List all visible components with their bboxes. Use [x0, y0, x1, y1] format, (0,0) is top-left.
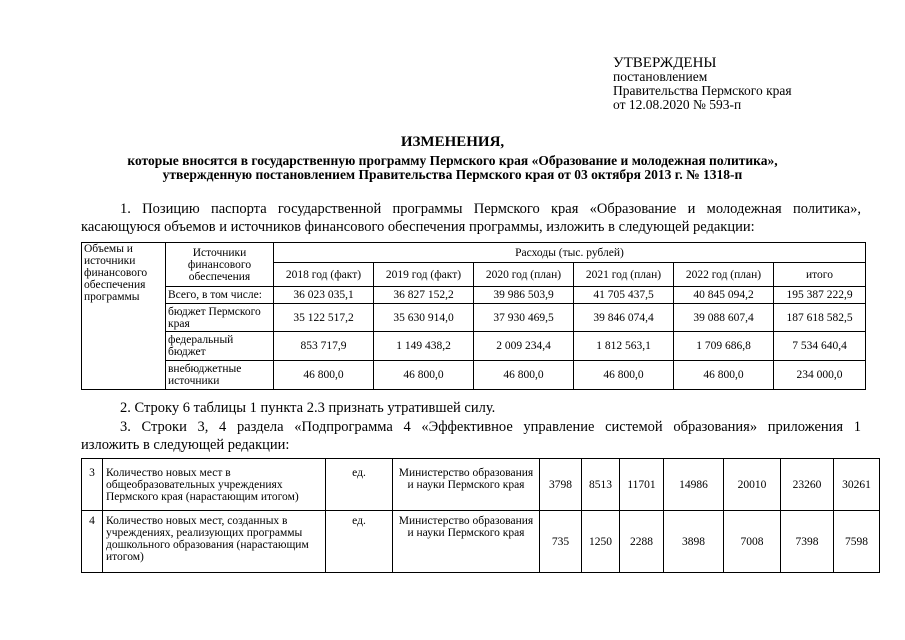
table-row — [82, 511, 880, 573]
table1-cell: 40 845 094,2 — [674, 287, 774, 304]
table2-cell: 30261 — [834, 459, 880, 511]
table1-row-label: федеральный бюджет — [166, 332, 274, 361]
table2-indicator-name: Количество новых мест в общеобразовательных учреждениях Пермского края (нарастающим итогом) — [103, 459, 326, 511]
table2-cell: 3798 — [540, 459, 582, 511]
table2-cell: 3898 — [664, 511, 724, 573]
table1-cell: 35 122 517,2 — [274, 304, 374, 332]
table1-cell: 46 800,0 — [574, 361, 674, 390]
table1-cell: 2 009 234,4 — [474, 332, 574, 361]
table1-cell: 1 812 563,1 — [574, 332, 674, 361]
table1-cell: 39 088 607,4 — [674, 304, 774, 332]
table2-cell: 7398 — [781, 511, 834, 573]
table1-year-header: 2020 год (план) — [474, 263, 574, 287]
table1-cell: 46 800,0 — [374, 361, 474, 390]
table2-cell: 2288 — [620, 511, 664, 573]
paragraph-item1-cont: касающуюся объемов и источников финансового обеспечения программы, изложить в следующей редакции: — [81, 219, 755, 235]
table2-cell: 1250 — [582, 511, 620, 573]
table1-cell: 187 618 582,5 — [774, 304, 866, 332]
table2-indicator-name: Количество новых мест, созданных в учреждениях, реализующих программы дошкольного образования (нарастающим итогом) — [103, 511, 326, 573]
approved-heading: УТВЕРЖДЕНЫ — [613, 55, 717, 71]
approved-line: от 12.08.2020 № 593-п — [613, 97, 742, 112]
table2-cell: 7008 — [724, 511, 781, 573]
table1-cell: 36 827 152,2 — [374, 287, 474, 304]
table1-cell: 35 630 914,0 — [374, 304, 474, 332]
table-row — [82, 459, 880, 511]
table1-year-header: 2021 год (план) — [574, 263, 674, 287]
table2-unit: ед. — [326, 511, 393, 573]
table2-organization: Министерство образования и науки Пермского края — [393, 511, 540, 573]
table2-cell: 735 — [540, 511, 582, 573]
table1-cell: 46 800,0 — [674, 361, 774, 390]
table2-cell: 11701 — [620, 459, 664, 511]
approved-line: постановлением — [613, 69, 708, 84]
table-row — [82, 332, 866, 361]
table2-unit: ед. — [326, 459, 393, 511]
table1-cell: 853 717,9 — [274, 332, 374, 361]
paragraph-item3-cont: изложить в следующей редакции: — [81, 437, 290, 453]
table2-row-number: 3 — [82, 459, 103, 511]
table1-col1-header: Объемы и источники финансового обеспечения программы — [82, 243, 166, 390]
table2-cell: 14986 — [664, 459, 724, 511]
approved-line: Правительства Пермского края — [613, 83, 792, 98]
paragraph-item3: 3. Строки 3, 4 раздела «Подпрограмма 4 «Эффективное управление системой образования» приложения 1 — [120, 419, 861, 435]
table2-cell: 20010 — [724, 459, 781, 511]
table1-col2-header: Источники финансового обеспечения — [166, 243, 274, 287]
table1-cell: 1 149 438,2 — [374, 332, 474, 361]
table2-row-number: 4 — [82, 511, 103, 573]
table1-cell: 36 023 035,1 — [274, 287, 374, 304]
table1-row-label: внебюджетные источники — [166, 361, 274, 390]
paragraph-item1: 1. Позицию паспорта государственной программы Пермского края «Образование и молодежная политика», — [120, 201, 861, 217]
table1-row-label: Всего, в том числе: — [166, 287, 274, 304]
table1-cell: 39 846 074,4 — [574, 304, 674, 332]
table1-year-header: итого — [774, 263, 866, 287]
table2-cell: 23260 — [781, 459, 834, 511]
table1-cell: 46 800,0 — [474, 361, 574, 390]
table1-cell: 41 705 437,5 — [574, 287, 674, 304]
funding-table — [81, 242, 866, 390]
table2-cell: 7598 — [834, 511, 880, 573]
table2-cell: 8513 — [582, 459, 620, 511]
indicators-table — [81, 458, 880, 573]
approval-block — [613, 56, 792, 112]
table1-cell: 7 534 640,4 — [774, 332, 866, 361]
table1-expenses-header: Расходы (тыс. рублей) — [274, 243, 866, 263]
table1-cell: 46 800,0 — [274, 361, 374, 390]
table-row — [82, 287, 866, 304]
document-subtitle: утвержденную постановлением Правительства Пермского края от 03 октября 2013 г. № 1318-п — [162, 167, 743, 182]
table1-row-label: бюджет Пермского края — [166, 304, 274, 332]
table1-year-header: 2022 год (план) — [674, 263, 774, 287]
paragraph-item2: 2. Строку 6 таблицы 1 пункта 2.3 признать утратившей силу. — [120, 400, 496, 416]
table1-cell: 39 986 503,9 — [474, 287, 574, 304]
table1-cell: 37 930 469,5 — [474, 304, 574, 332]
document-title: ИЗМЕНЕНИЯ, — [400, 134, 505, 150]
table1-year-header: 2019 год (факт) — [374, 263, 474, 287]
table1-cell: 234 000,0 — [774, 361, 866, 390]
table2-organization: Министерство образования и науки Пермского края — [393, 459, 540, 511]
table-row — [82, 361, 866, 390]
table-row — [82, 304, 866, 332]
document-subtitle: которые вносятся в государственную программу Пермского края «Образование и молодежная политика», — [127, 153, 778, 168]
table1-cell: 195 387 222,9 — [774, 287, 866, 304]
table1-cell: 1 709 686,8 — [674, 332, 774, 361]
table1-year-header: 2018 год (факт) — [274, 263, 374, 287]
